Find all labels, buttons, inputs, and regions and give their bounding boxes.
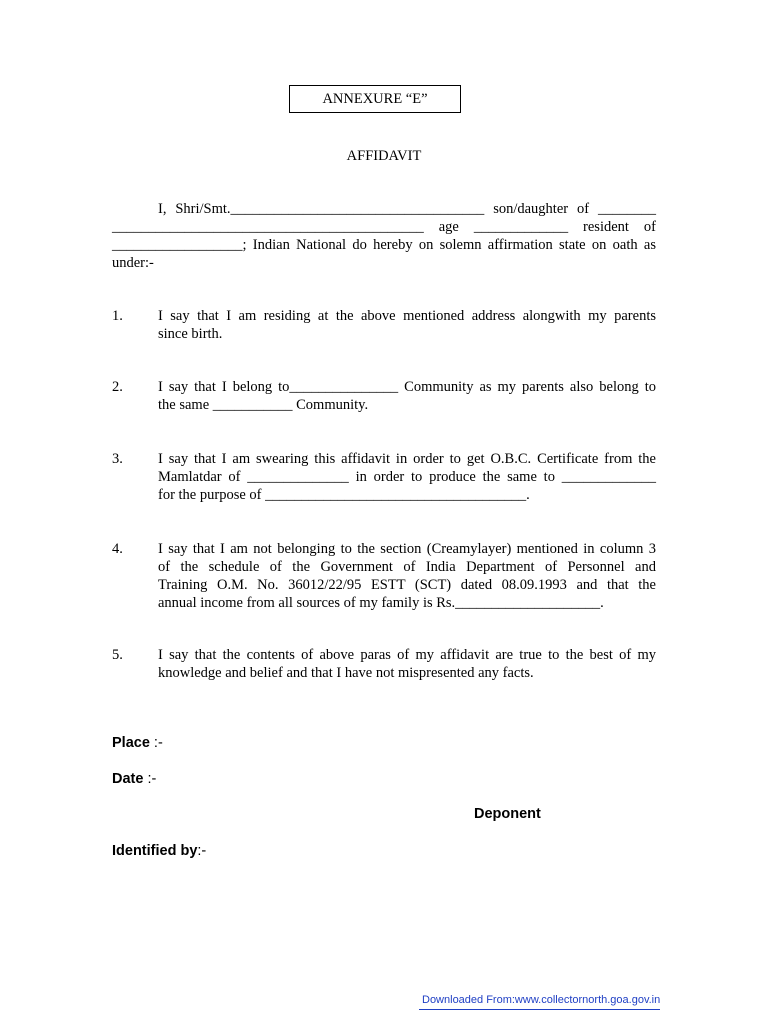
identified-by-suffix: :- [197,843,207,859]
identified-by-label: Identified by [112,843,198,859]
document-title: AFFIDAVIT [346,148,422,164]
affidavit-item-3 [112,450,656,504]
item-line: annual income from all sources of my family is Rs.____________________. [158,595,604,611]
item-number: 3. [112,451,123,467]
place-suffix: :- [149,735,163,751]
place-field [112,735,163,751]
item-number: 4. [112,541,123,557]
date-suffix: :- [143,771,157,787]
annexure-label: ANNEXURE “E” [322,91,428,107]
item-line: for the purpose of ____________________________________. [158,487,530,503]
item-line: knowledge and belief and that I have not mispresented any facts. [158,665,534,681]
item-number: 2. [112,379,123,395]
link-underline [419,1009,660,1010]
item-line: I say that I am not belonging to the section (Creamylayer) mentioned in column 3 [158,541,656,557]
affidavit-item-4 [112,540,656,612]
date-field [112,771,156,787]
annexure-box [289,85,461,113]
item-line: Training O.M. No. 36012/22/95 ESTT (SCT) dated 08.09.1993 and that the [158,577,656,593]
intro-line-4: under:- [112,255,154,271]
item-number: 1. [112,308,123,324]
intro-line-1: I, Shri/Smt.___________________________________ son/daughter of ________ [158,201,656,217]
item-line: Mamlatdar of ______________ in order to produce the same to _____________ [158,469,656,485]
affidavit-item-2 [112,378,656,414]
download-source-link[interactable]: Downloaded From:www.collectornorth.goa.gov.in [422,994,661,1006]
affidavit-item-5 [112,646,656,682]
item-line: I say that I am residing at the above mentioned address alongwith my parents [158,308,656,324]
place-label: Place [112,735,150,751]
item-number: 5. [112,647,123,663]
identified-by-field [112,843,206,859]
intro-paragraph [112,200,656,272]
item-line: of the schedule of the Government of India Department of Personnel and [158,559,656,575]
item-line: I say that I am swearing this affidavit in order to get O.B.C. Certificate from the [158,451,656,467]
item-line: the same ___________ Community. [158,397,369,413]
intro-line-2: ___________________________________________ age _____________ resident of [112,219,656,235]
affidavit-item-1 [112,307,656,343]
deponent-field [474,806,541,822]
date-label: Date [112,771,144,787]
item-line: since birth. [158,326,223,342]
deponent-label: Deponent [474,806,541,822]
item-line: I say that the contents of above paras of my affidavit are true to the best of my [158,647,656,663]
item-line: I say that I belong to_______________ Community as my parents also belong to [158,379,656,395]
intro-line-3: __________________; Indian National do hereby on solemn affirmation state on oath as [112,237,656,253]
